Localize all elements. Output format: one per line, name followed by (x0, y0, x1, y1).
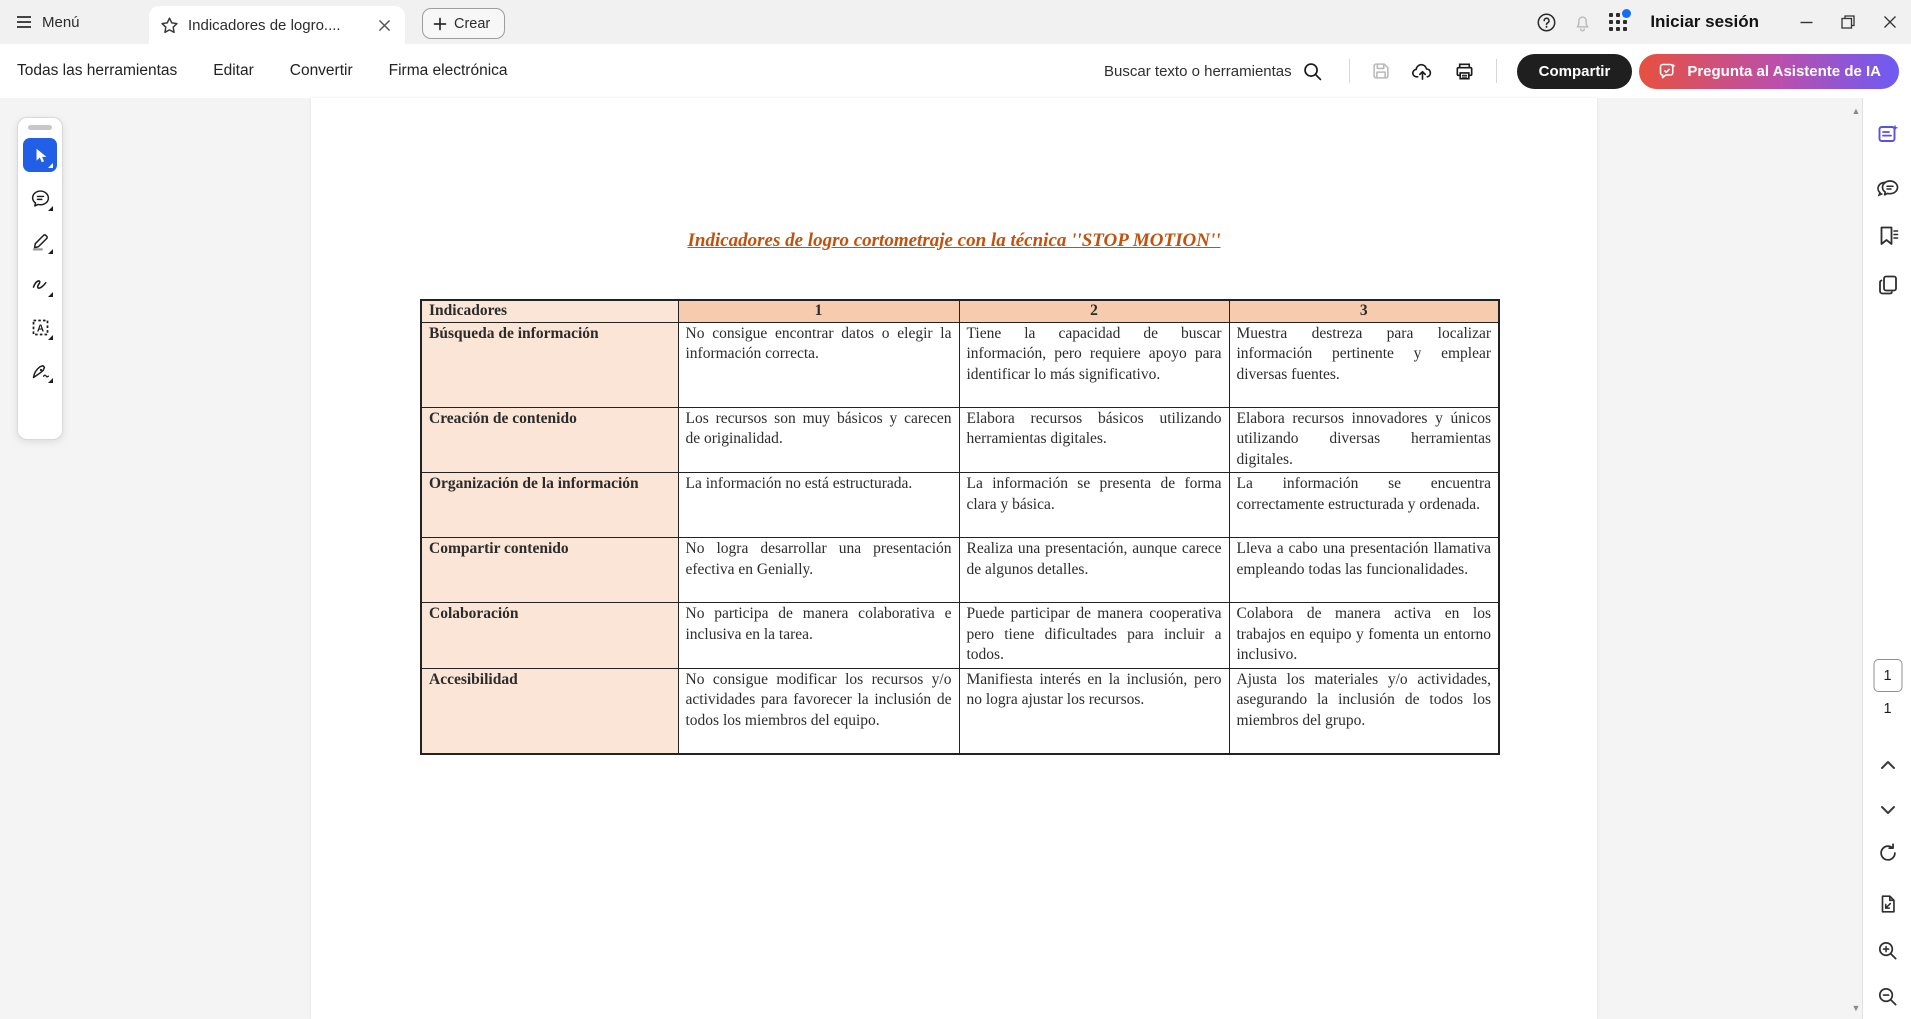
notifications-button[interactable] (1564, 0, 1600, 44)
menu-button[interactable] (0, 0, 90, 44)
select-text-box-icon (30, 317, 51, 338)
scrollbar[interactable] (1850, 98, 1862, 1019)
cell: No logra desarrollar una presentación efectiva en Genially. (678, 538, 959, 603)
table-row (421, 322, 1499, 407)
print-icon (1453, 60, 1476, 83)
create-button[interactable] (422, 8, 505, 39)
pages-icon (1876, 273, 1900, 297)
pdf-page (311, 98, 1597, 1019)
cell: Ajusta los materiales y/o actividades, asegurando la inclusión de todos los miembros del grupo. (1229, 668, 1499, 754)
cell: Colabora de manera activa en los trabajos en equipo y fomenta un entorno inclusivo. (1229, 603, 1499, 669)
row-label: Creación de contenido (421, 407, 678, 473)
fill-sign-tool-button[interactable] (23, 353, 57, 387)
cell: Tiene la capacidad de buscar información, pero requiere apoyo para identificar lo más significativo. (959, 322, 1229, 407)
panel-drag-handle[interactable] (28, 125, 52, 130)
bookmarks-icon (1876, 224, 1900, 248)
create-label: Crear (454, 15, 491, 32)
page-number-input[interactable]: 1 (1873, 659, 1902, 692)
table-row (421, 407, 1499, 473)
ai-chat-icon (1657, 61, 1678, 82)
table-header-row (421, 300, 1499, 322)
cell: Elabora recursos innovadores y únicos utilizando diversas herramientas digitales. (1229, 407, 1499, 473)
sign-in-button[interactable]: Iniciar sesión (1650, 12, 1759, 31)
help-button[interactable] (1528, 0, 1564, 44)
main-toolbar (0, 44, 1911, 99)
next-page-button[interactable] (1870, 792, 1906, 828)
document-title: Indicadores de logro cortometraje con la técnica ''STOP MOTION'' (687, 230, 1221, 251)
select-arrow-icon (31, 146, 50, 165)
cell: No consigue encontrar datos o elegir la información correcta. (678, 322, 959, 407)
bell-icon (1572, 12, 1593, 33)
comment-tool-button[interactable] (23, 181, 57, 215)
table-row (421, 538, 1499, 603)
window-close-button[interactable] (1869, 0, 1911, 44)
nav-edit[interactable]: Editar (213, 62, 254, 79)
rail-pages-button[interactable] (1870, 267, 1906, 303)
chevron-up-icon (1878, 755, 1898, 775)
rotate-refresh-button[interactable] (1870, 835, 1906, 871)
zoom-in-icon (1876, 939, 1899, 962)
window-close-icon (1882, 14, 1898, 30)
tab-close-button[interactable] (373, 14, 395, 36)
select-tool-button[interactable] (23, 138, 57, 172)
divider (1496, 59, 1497, 83)
rail-bookmarks-button[interactable] (1870, 218, 1906, 254)
draw-tool-button[interactable] (23, 267, 57, 301)
share-button[interactable]: Compartir (1517, 54, 1633, 89)
cell: Muestra destreza para localizar información pertinente y emplear diversas fuentes. (1229, 322, 1499, 407)
comment-icon (30, 188, 51, 209)
apps-grid-button[interactable] (1600, 0, 1636, 44)
cloud-upload-icon (1411, 60, 1434, 83)
ai-assistant-button[interactable] (1639, 54, 1899, 89)
refresh-icon (1877, 842, 1899, 864)
table-row (421, 473, 1499, 538)
nav-convert[interactable]: Convertir (289, 62, 353, 79)
document-canvas (0, 98, 1862, 1019)
rail-ai-assistant-button[interactable] (1870, 116, 1906, 152)
row-label: Búsqueda de información (421, 322, 678, 407)
search-icon (1302, 61, 1323, 82)
hamburger-icon (14, 12, 34, 32)
header-indicadores: Indicadores (421, 300, 678, 322)
close-icon (378, 19, 391, 32)
page-total-label: 1 (1883, 701, 1892, 717)
zoom-out-button[interactable] (1870, 978, 1906, 1014)
scroll-down-arrow[interactable]: ▼ (1851, 1003, 1861, 1013)
help-icon (1536, 12, 1557, 33)
nav-all-tools[interactable]: Todas las herramientas (17, 62, 178, 79)
cell: La información no está estructurada. (678, 473, 959, 538)
draw-icon (30, 274, 51, 295)
save-icon (1370, 60, 1392, 82)
row-label: Accesibilidad (421, 668, 678, 754)
search-field[interactable] (1104, 61, 1323, 82)
chevron-down-icon (1878, 800, 1898, 820)
previous-page-button[interactable] (1870, 747, 1906, 783)
star-icon[interactable] (159, 15, 180, 36)
row-label: Organización de la información (421, 473, 678, 538)
notification-dot (1622, 9, 1631, 18)
svg-text:A: A (36, 322, 44, 334)
table-row (421, 668, 1499, 754)
right-panel-rail (1862, 98, 1911, 1019)
comments-icon (1876, 177, 1900, 201)
cell: Realiza una presentación, aunque carece de algunos detalles. (959, 538, 1229, 603)
zoom-out-icon (1876, 985, 1899, 1008)
row-label: Colaboración (421, 603, 678, 669)
page-view-button[interactable] (1870, 886, 1906, 922)
cell: No participa de manera colaborativa e inclusiva en la tarea. (678, 603, 959, 669)
rubric-table (420, 299, 1500, 755)
nav-esign[interactable]: Firma electrónica (388, 62, 508, 79)
plus-icon (433, 17, 447, 31)
ai-assistant-icon (1876, 122, 1900, 146)
cell: Lleva a cabo una presentación llamativa empleando todas las funcionalidades. (1229, 538, 1499, 603)
apps-grid-icon (1609, 13, 1627, 31)
highlight-icon (30, 231, 51, 252)
minimize-button[interactable] (1785, 0, 1827, 44)
header-2: 2 (959, 300, 1229, 322)
row-label: Compartir contenido (421, 538, 678, 603)
search-label: Buscar texto o herramientas (1104, 62, 1292, 80)
cell: La información se presenta de forma clara y básica. (959, 473, 1229, 538)
tab-title: Indicadores de logro.... (188, 16, 341, 34)
cell: Los recursos son muy básicos y carecen de originalidad. (678, 407, 959, 473)
highlight-tool-button[interactable] (23, 224, 57, 258)
upload-cloud-button[interactable] (1402, 51, 1444, 91)
tab-bar (0, 0, 1911, 45)
cell: Puede participar de manera cooperativa pero tiene dificultades para incluir a todos. (959, 603, 1229, 669)
header-3: 3 (1229, 300, 1499, 322)
restore-button[interactable] (1827, 0, 1869, 44)
print-button[interactable] (1444, 51, 1486, 91)
header-1: 1 (678, 300, 959, 322)
document-tab[interactable] (149, 6, 405, 44)
rail-comments-button[interactable] (1870, 171, 1906, 207)
table-row (421, 603, 1499, 669)
minimize-icon (1799, 15, 1814, 30)
quick-tools-panel (17, 117, 63, 440)
cell: Manifiesta interés en la inclusión, pero no logra ajustar los recursos. (959, 668, 1229, 754)
divider (1349, 59, 1350, 83)
save-button[interactable] (1360, 51, 1402, 91)
cell: No consigue modificar los recursos y/o actividades para favorecer la inclusión de todos los miembros del equipo. (678, 668, 959, 754)
menu-label: Menú (42, 13, 80, 31)
cell: Elabora recursos básicos utilizando herramientas digitales. (959, 407, 1229, 473)
fill-sign-icon (30, 360, 51, 381)
cell: La información se encuentra correctamente estructurada y ordenada. (1229, 473, 1499, 538)
scroll-up-arrow[interactable]: ▲ (1851, 106, 1861, 116)
select-text-tool-button[interactable] (23, 310, 57, 344)
ai-assistant-label: Pregunta al Asistente de IA (1687, 62, 1881, 80)
zoom-in-button[interactable] (1870, 932, 1906, 968)
restore-icon (1840, 14, 1856, 30)
document-arrow-icon (1877, 893, 1899, 915)
